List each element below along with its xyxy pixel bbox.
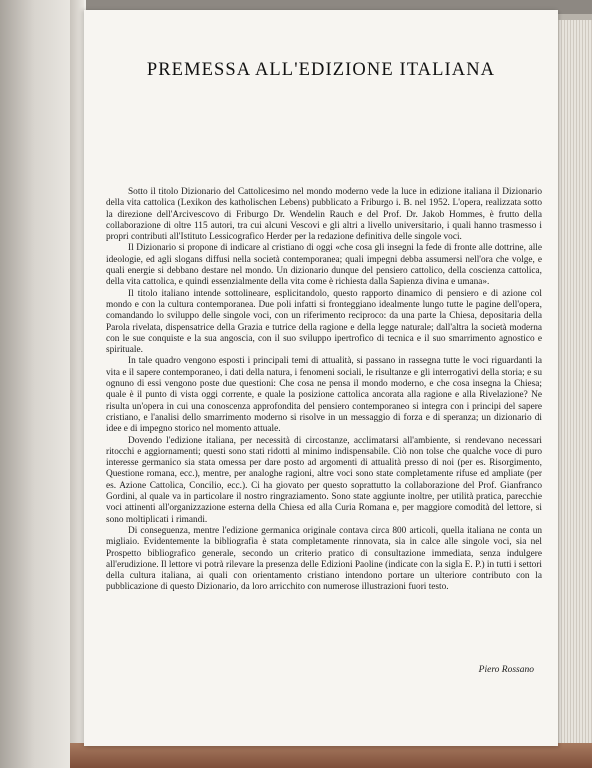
author-signature: Piero Rossano (478, 665, 534, 675)
document-body (106, 187, 542, 594)
page-title: PREMESSA ALL'EDIZIONE ITALIANA (146, 60, 496, 80)
book-cover-bottom (70, 743, 592, 768)
paragraph-3: Il titolo italiano intende sottolineare, esplicitandolo, questo rapporto dinamico di pensiero e di azione col mondo e con la cultura contemporanea. Due poli infatti si fronteggiano idealmente lungo tutte le pagine dell'opera, comandando lo sviluppo delle singole voci, con un riferimento reciproco: da una parte la Chiesa, depositaria della Parola rivelata, dispensatrice della Grazia e tutrice della ragione e della legge naturale; dall'altra la società moderna con le sue conquiste e la sua angoscia, con il suo sviluppo ipertrofico di tecnica e il suo smarrimento agnostico e spirituale. (106, 288, 542, 356)
book-page (84, 10, 558, 746)
book-spine-edge (70, 0, 84, 768)
paragraph-1: Sotto il titolo Dizionario del Cattolicesimo nel mondo moderno vede la luce in edizione italiana il Dizionario della vita cattolica (Lexikon des katholischen Lebens) pubblicato a Friburgo i. B. nel 1952. L'opera, realizzata sotto la direzione dell'Arcivescovo di Friburgo Dr. Wendelin Rauch e del Prof. Dr. Jakob Hommes, è frutto della collaborazione di oltre 115 autori, tra cui alcuni Vescovi e gli altri a livello universitario, i quali hanno trasmesso i propri contributi all'Istituto Lessicografico Herder per la redazione definitiva delle singole voci. (106, 187, 542, 243)
paragraph-6: Di conseguenza, mentre l'edizione germanica originale contava circa 800 articoli, quella italiana ne conta un migliaio. Evidentemente la bibliografia è stata completamente rinnovata, sia in calce alle singole voci, sia nel Prospetto bibliografico generale, secondo un criterio pratico di consultazione immediata, senza indulgere all'erudizione. Il lettore vi potrà rilevare la presenza delle Edizioni Paoline (indicate con la sigla E. P.) in tutti i settori della cultura italiana, ai quali con orientamento cristiano intendono portare un ulteriore contributo con la pubblicazione di questo Dizionario, da loro arricchito con numerose illustrazioni fuori testo. (106, 525, 542, 593)
page-stack-edge (556, 20, 592, 768)
paragraph-4: In tale quadro vengono esposti i principali temi di attualità, si passano in rassegna tutte le voci riguardanti la vita e il sapere contemporaneo, i dati della natura, i fenomeni sociali, le risultanze e gli interrogativi della storia; e su ognuno di essi vengono poste due questioni: Che cosa ne pensa il mondo moderno, e che cosa insegna la Chiesa; quale è il punto di vista oggi corrente, e quale la posizione cattolica ancorata alla ragione e alla Rivelazione? Ne risulta un'opera in cui una conoscenza approfondita del pensiero contemporaneo si integra con i principi del sapere cristiano, e l'analisi dello smarrimento moderno si risolve in un messaggio di forza e di speranza; un dizionario di idee e di impegno storico nel momento attuale. (106, 356, 542, 435)
paragraph-5: Dovendo l'edizione italiana, per necessità di circostanze, acclimatarsi all'ambiente, si rendevano necessari ritocchi e aggiornamenti; questi sono stati ridotti al minimo indispensabile. Ciò non tolse che qualche voce di puro interesse germanico sia stata omessa per dare posto ad argomenti di attualità presso di noi (per es. Risorgimento, Questione romana, ecc.), mentre, per analoghe ragioni, altre voci sono state completamente rifuse ed ampliate (per es. Azione Cattolica, Concilio, ecc.). Ci ha giovato per questo soprattutto la collaborazione del Prof. Gianfranco Gordini, al quale va in particolare il nostro ringraziamento. Sono state aggiunte inoltre, per utilità pratica, parecchie voci attinenti all'organizzazione esterna della Chiesa ed alla Curia Romana e, per maggiore comodità del lettore, si sono moltiplicati i rimandi. (106, 435, 542, 525)
paragraph-2: Il Dizionario si propone di indicare al cristiano di oggi «che cosa gli insegni la fede di fronte alle dottrine, alle ideologie, ed agli slogans diffusi nella società contemporanea; quali impegni debba assumersi nell'ora che volge, e quali energie si debbano destare nel mondo. Un dizionario dunque del pensiero cattolico, della coscienza cattolica, della vita cattolica, e quindi essenzialmente della vita come è richiesta dalla Sapienza divina e umana». (106, 243, 542, 288)
